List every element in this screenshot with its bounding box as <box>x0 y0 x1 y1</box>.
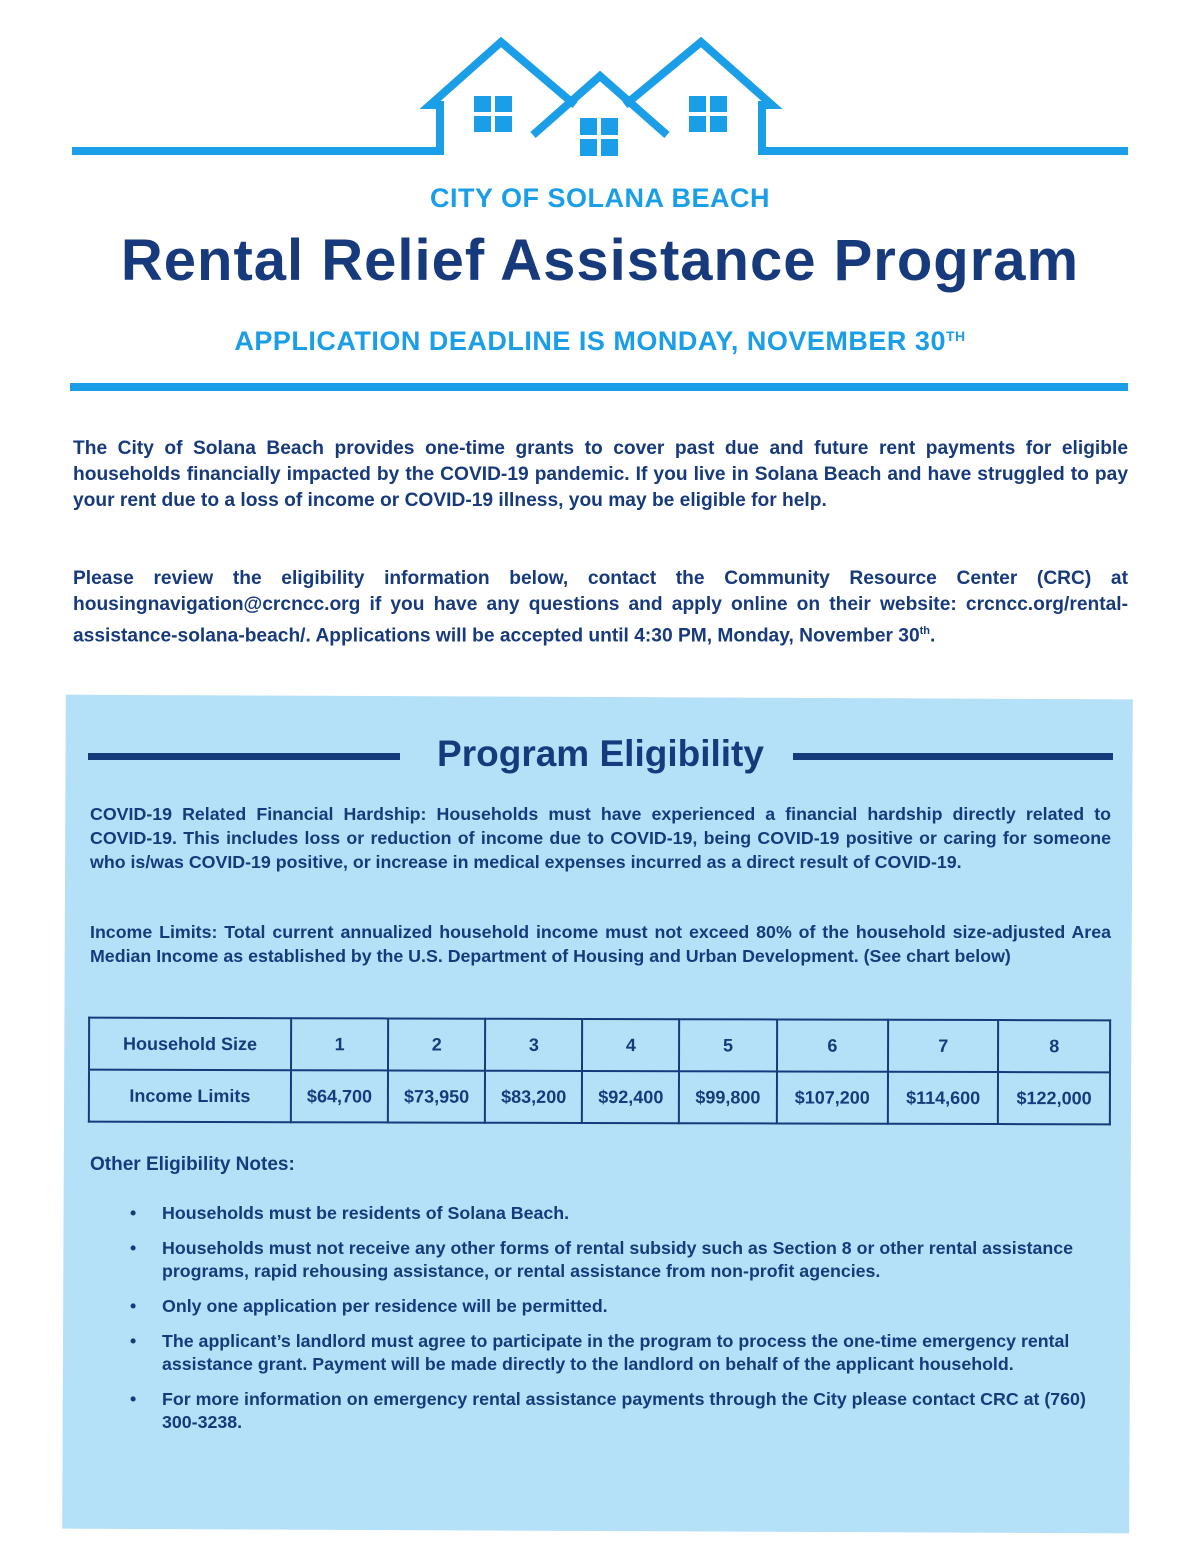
income-limit-cell: $92,400 <box>582 1071 679 1123</box>
notes-heading: Other Eligibility Notes: <box>90 1154 295 1175</box>
note-text: The applicant’s landlord must agree to participate in the program to process the one-time emergency rental assistance grant. Payment will be made directly to the landlord on behalf of the applicant household. <box>162 1331 1070 1374</box>
income-limit-cell: $122,000 <box>998 1072 1110 1124</box>
list-item <box>130 1202 1115 1225</box>
heading-rule-right <box>793 753 1113 760</box>
houses-logo <box>0 0 1200 175</box>
household-size-cell: 2 <box>388 1018 485 1070</box>
intro-paragraph-1: The City of Solana Beach provides one-time grants to cover past due and future rent payments for eligible households financially impacted by the COVID-19 pandemic. If you live in Solana Beach and have struggled to pay your rent due to a loss of income or COVID-19 illness, you may be eligible for help. <box>73 438 1128 511</box>
window-icon <box>689 96 727 132</box>
list-item <box>130 1388 1115 1434</box>
eligibility-notes-list <box>130 1202 1115 1446</box>
window-icon <box>580 118 618 156</box>
eligibility-heading <box>88 733 1113 779</box>
page-title: Rental Relief Assistance Program <box>120 228 1080 293</box>
note-text: Households must be residents of Solana Beach. <box>162 1203 570 1223</box>
income-limit-cell: $114,600 <box>888 1072 998 1124</box>
bullet-icon: • <box>130 1238 137 1258</box>
bullet-icon: • <box>130 1203 137 1223</box>
intro-date-suffix: th <box>919 625 931 637</box>
intro-paragraph-2 <box>73 566 1128 649</box>
income-limit-cell: $73,950 <box>388 1070 485 1122</box>
income-limit-cell: $64,700 <box>291 1070 388 1122</box>
list-item <box>130 1330 1115 1376</box>
income-limit-cell: $99,800 <box>679 1071 776 1123</box>
income-paragraph: Income Limits: Total current annualized household income must not exceed 80% of the household size-adjusted Area Median Income as established by the U.S. Department of Housing and Urban Development. (See chart below) <box>90 922 1111 966</box>
table-row-income-limits <box>89 1070 1110 1125</box>
income-limits-table <box>88 1017 1111 1126</box>
eligibility-title: Program Eligibility <box>437 733 764 774</box>
household-size-cell: 5 <box>679 1019 776 1071</box>
window-icon <box>474 96 512 132</box>
note-text: Households must not receive any other forms of rental subsidy such as Section 8 or other rental assistance programs, rapid rehousing assistance, or rental assistance from non-profit agencies. <box>162 1238 1074 1281</box>
table-row-household-size <box>89 1018 1110 1073</box>
deadline-text: APPLICATION DEADLINE IS MONDAY, NOVEMBER 30 <box>234 326 946 356</box>
bullet-icon: • <box>130 1296 137 1316</box>
row-label-income-limits: Income Limits <box>89 1070 291 1123</box>
income-limit-cell: $83,200 <box>485 1071 582 1123</box>
bullet-icon: • <box>130 1389 137 1409</box>
intro-paragraph-2-text: Please review the eligibility information below, contact the Community Resource Center (CRC) at housingnavigation@crcncc.org if you have any questions and apply online on their website: crcncc.org/rental-assistance-solana-beach/. Applications will be accepted until 4:30 PM, Monday, November 30 <box>73 568 1128 647</box>
row-label-household-size: Household Size <box>89 1018 291 1071</box>
household-size-cell: 8 <box>998 1020 1110 1072</box>
household-size-cell: 7 <box>888 1020 998 1072</box>
household-size-cell: 3 <box>485 1019 582 1071</box>
list-item <box>130 1237 1115 1283</box>
deadline-suffix: TH <box>945 328 966 344</box>
hardship-paragraph: COVID-19 Related Financial Hardship: Households must have experienced a financial hardship directly related to COVID-19. This includes loss or reduction of income due to COVID-19, being COVID-19 positive or caring for someone who is/was COVID-19 positive, or increase in medical expenses incurred as a direct result of COVID-19. <box>90 804 1111 872</box>
header-divider <box>70 383 1128 391</box>
household-size-cell: 6 <box>777 1019 889 1071</box>
income-limit-cell: $107,200 <box>776 1071 888 1123</box>
note-text: Only one application per residence will be permitted. <box>162 1296 608 1316</box>
deadline-banner <box>0 326 1200 357</box>
household-size-cell: 4 <box>582 1019 679 1071</box>
list-item <box>130 1295 1115 1318</box>
household-size-cell: 1 <box>291 1018 388 1070</box>
city-label: CITY OF SOLANA BEACH <box>429 183 770 213</box>
intro-period: . <box>930 625 936 647</box>
note-text: For more information on emergency rental assistance payments through the City please contact CRC at (760) 300-3238. <box>162 1389 1086 1432</box>
bullet-icon: • <box>130 1331 137 1351</box>
